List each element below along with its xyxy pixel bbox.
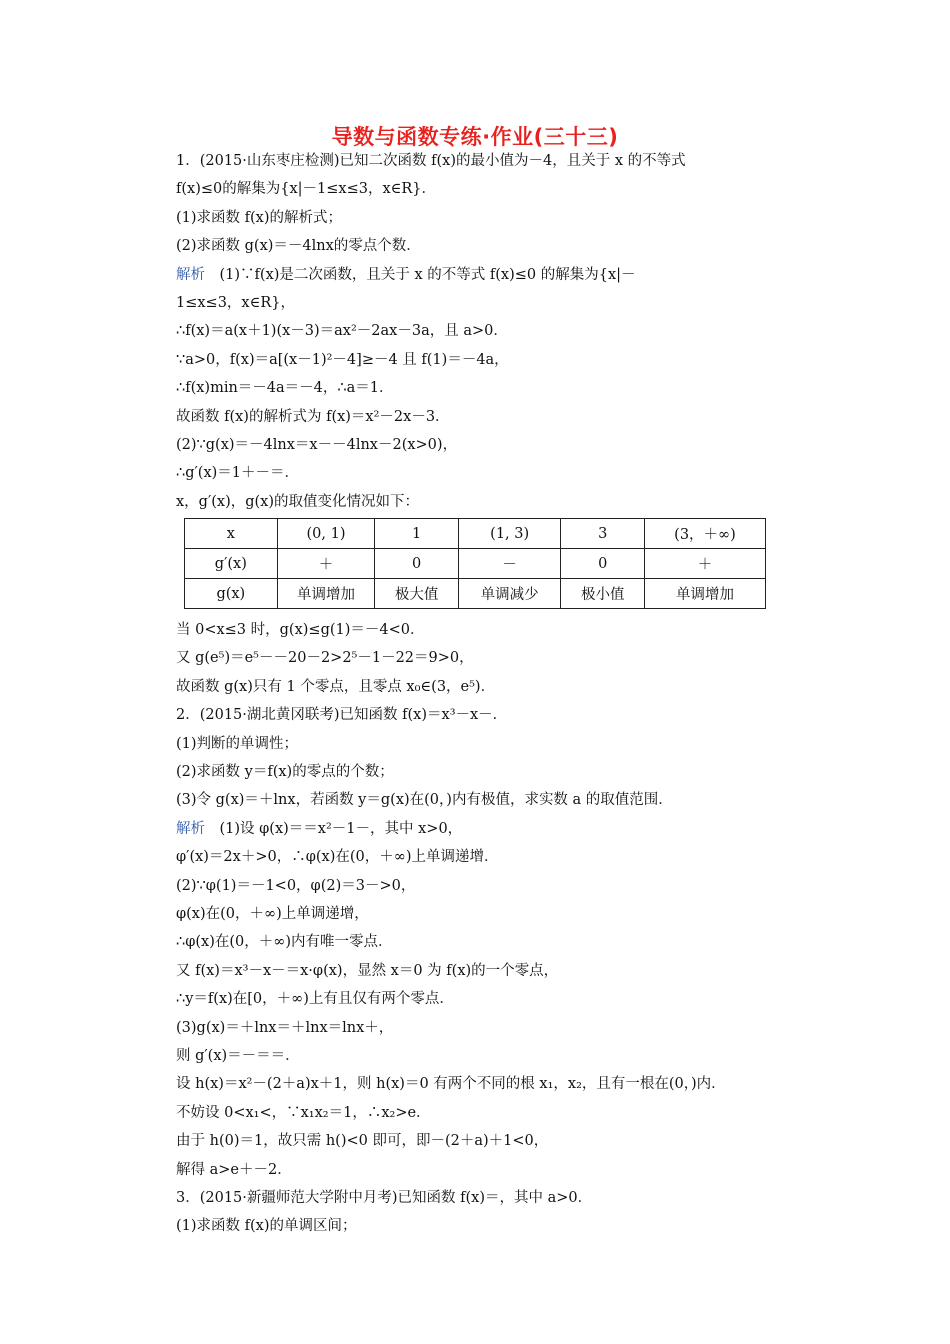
table-cell: (3，＋∞)	[644, 519, 765, 549]
line-text: (1)求函数 f(x)的单调区间；	[176, 1218, 357, 1235]
text-line	[176, 1212, 816, 1240]
line-text: x，g′(x)，g(x)的取值变化情况如下：	[176, 493, 420, 510]
table-cell: ＋	[644, 549, 765, 579]
line-text: ∵a>0，f(x)＝a[(x－1)²－4]≥－4 且 f(1)＝－4a，	[176, 351, 509, 368]
text-line	[176, 175, 816, 203]
text-line	[176, 701, 816, 729]
text-line	[176, 1070, 816, 1098]
text-line	[176, 900, 816, 928]
line-text: ∴y＝f(x)在[0，＋∞)上有且仅有两个零点．	[176, 991, 454, 1008]
line-text: 则 g′(x)＝－＝＝．	[176, 1047, 300, 1064]
text-line	[176, 346, 816, 374]
line-text: (1)判断的单调性；	[176, 735, 299, 752]
line-text: ∴f(x)min＝－4a＝－4，∴a＝1．	[176, 380, 394, 397]
text-line	[176, 616, 816, 644]
table-row	[185, 549, 766, 579]
table-cell: 单调减少	[458, 579, 561, 609]
page-title: 导数与函数专练·作业(三十三)	[331, 125, 619, 149]
text-line	[176, 1014, 816, 1042]
line-text: (1)设 φ(x)＝＝x²－1－，其中 x>0，	[205, 820, 463, 837]
line-text: (2)求函数 y＝f(x)的零点的个数；	[176, 764, 394, 781]
text-line	[176, 317, 816, 345]
text-line	[176, 147, 816, 175]
line-text: (3)g(x)＝＋lnx＝＋lnx＝lnx＋，	[176, 1019, 394, 1036]
text-line	[176, 204, 816, 232]
line-text: (1)∵f(x)是二次函数，且关于 x 的不等式 f(x)≤0 的解集为{x|－	[205, 266, 636, 283]
line-text: ∴φ(x)在(0，＋∞)内有唯一零点．	[176, 934, 393, 951]
line-text: φ′(x)＝2x＋>0，∴φ(x)在(0，＋∞)上单调递增．	[176, 849, 499, 866]
line-text: (2)∵g(x)＝－4lnx＝x－－4lnx－2(x>0)，	[176, 436, 458, 453]
problem-1-section	[176, 147, 816, 516]
text-line	[176, 815, 816, 843]
line-text: φ(x)在(0，＋∞)上单调递增，	[176, 905, 369, 922]
text-line	[176, 957, 816, 985]
solution-label: 解析	[176, 266, 205, 283]
value-change-table	[184, 518, 766, 609]
text-line	[176, 843, 816, 871]
table-cell: 0	[561, 549, 645, 579]
line-text: 3．(2015·新疆师范大学附中月考)已知函数 f(x)＝，其中 a>0．	[176, 1189, 593, 1206]
line-text: 不妨设 0<x₁<，∵x₁x₂＝1，∴x₂>e．	[176, 1104, 431, 1121]
problem-2-3-section	[176, 616, 816, 1241]
table-row	[185, 579, 766, 609]
table-cell: 单调增加	[277, 579, 375, 609]
text-line	[176, 261, 816, 289]
text-line	[176, 374, 816, 402]
line-text: f(x)≤0的解集为{x|－1≤x≤3，x∈R}．	[176, 181, 437, 198]
table-cell: 0	[375, 549, 459, 579]
line-text: (3)令 g(x)＝＋lnx，若函数 y＝g(x)在(0，)内有极值，求实数 a 的取值范围．	[176, 792, 673, 809]
text-line	[176, 758, 816, 786]
table-cell: 3	[561, 519, 645, 549]
text-line	[176, 1127, 816, 1155]
table-row	[185, 519, 766, 549]
text-line	[176, 232, 816, 260]
text-line	[176, 644, 816, 672]
line-text: 故函数 g(x)只有 1 个零点，且零点 x₀∈(3，e⁵)．	[176, 678, 496, 695]
table-cell: 1	[375, 519, 459, 549]
text-line	[176, 985, 816, 1013]
line-text: 又 f(x)＝x³－x－＝x·φ(x)，显然 x＝0 为 f(x)的一个零点，	[176, 962, 559, 979]
text-line	[176, 488, 816, 516]
text-line	[176, 872, 816, 900]
text-line	[176, 431, 816, 459]
line-text: 1．(2015·山东枣庄检测)已知二次函数 f(x)的最小值为－4，且关于 x 的不等式	[176, 153, 686, 169]
line-text: (2)∵φ(1)＝－1<0，φ(2)＝3－>0，	[176, 877, 416, 894]
text-line	[176, 1042, 816, 1070]
text-line	[176, 1184, 816, 1212]
table-cell: 单调增加	[644, 579, 765, 609]
text-line	[176, 459, 816, 487]
text-line	[176, 403, 816, 431]
line-text: ∴g′(x)＝1＋－＝．	[176, 465, 300, 482]
solution-label: 解析	[176, 820, 205, 837]
text-line	[176, 673, 816, 701]
text-line	[176, 928, 816, 956]
line-text: 当 0<x≤3 时，g(x)≤g(1)＝－4<0．	[176, 622, 425, 639]
line-text: 1≤x≤3，x∈R}，	[176, 294, 295, 311]
table-cell: (1, 3)	[458, 519, 561, 549]
value-table-wrapper	[184, 518, 816, 614]
table-cell: 极大值	[375, 579, 459, 609]
line-text: 2．(2015·湖北黄冈联考)已知函数 f(x)＝x³－x－．	[176, 707, 508, 724]
line-text: (2)求函数 g(x)＝－4lnx的零点个数．	[176, 238, 421, 255]
line-text: 由于 h(0)＝1，故只需 h()<0 即可，即－(2＋a)＋1<0，	[176, 1133, 549, 1150]
table-cell: g′(x)	[185, 549, 278, 579]
line-text: (1)求函数 f(x)的解析式；	[176, 209, 343, 226]
text-line	[176, 1099, 816, 1127]
line-text: 又 g(e⁵)＝e⁵－－20－2>2⁵－1－22＝9>0，	[176, 650, 474, 667]
document-body	[176, 147, 816, 1241]
table-cell: (0, 1)	[277, 519, 375, 549]
line-text: 解得 a>e＋－2．	[176, 1161, 292, 1178]
line-text: ∴f(x)＝a(x＋1)(x－3)＝ax²－2ax－3a，且 a>0．	[176, 323, 508, 340]
line-text: 设 h(x)＝x²－(2＋a)x＋1，则 h(x)＝0 有两个不同的根 x₁，x₂，且有一根在(0，)内．	[176, 1076, 726, 1093]
table-cell: ＋	[277, 549, 375, 579]
table-cell: g(x)	[185, 579, 278, 609]
text-line	[176, 289, 816, 317]
text-line	[176, 786, 816, 814]
table-cell: －	[458, 549, 561, 579]
table-cell: 极小值	[561, 579, 645, 609]
table-cell: x	[185, 519, 278, 549]
text-line	[176, 1156, 816, 1184]
line-text: 故函数 f(x)的解析式为 f(x)＝x²－2x－3．	[176, 408, 450, 425]
text-line	[176, 730, 816, 758]
